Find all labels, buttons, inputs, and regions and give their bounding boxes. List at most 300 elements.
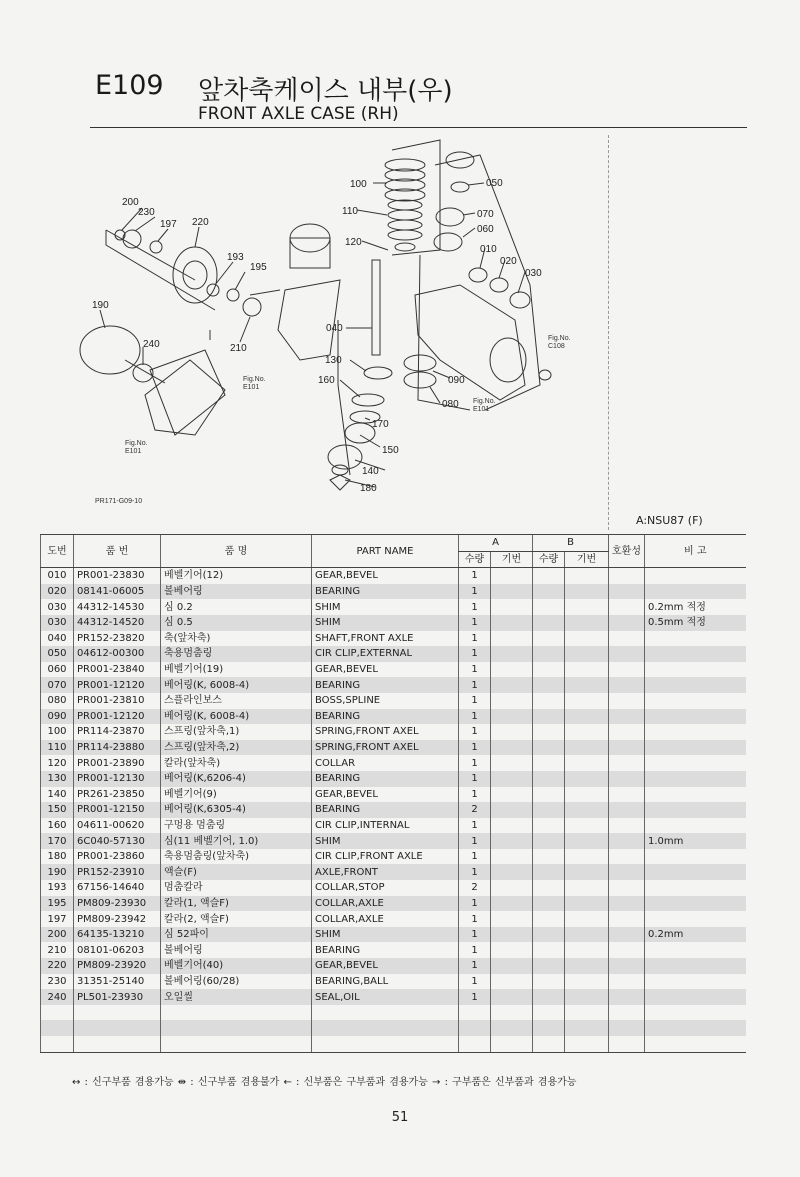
page-title-en: FRONT AXLE CASE (RH) <box>198 104 399 124</box>
cell-name-en: COLLAR,AXLE <box>312 911 459 927</box>
cell-part-no: 04612-00300 <box>74 646 161 662</box>
cell-compat <box>609 709 645 725</box>
col-no: 도번 <box>41 535 74 568</box>
cell-remark <box>645 740 746 756</box>
cell-a-base <box>491 1020 533 1036</box>
cell-name-en: SPRING,FRONT AXEL <box>312 724 459 740</box>
cell-no: 120 <box>41 755 74 771</box>
cell-b-base <box>565 1005 609 1021</box>
cell-compat <box>609 615 645 631</box>
table-row <box>41 568 746 584</box>
cell-remark: 0.2mm <box>645 927 746 943</box>
table-row <box>41 709 746 725</box>
cell-b-base <box>565 677 609 693</box>
cell-b-qty <box>533 771 565 787</box>
cell-b-base <box>565 942 609 958</box>
cell-part-no: 67156-14640 <box>74 880 161 896</box>
cell-name-kr <box>161 1020 312 1036</box>
cell-b-base <box>565 631 609 647</box>
cell-name-en: GEAR,BEVEL <box>312 568 459 584</box>
col-name-en: PART NAME <box>312 535 459 568</box>
cell-b-base <box>565 911 609 927</box>
col-b-base: 기번 <box>565 551 609 568</box>
callout: 040 <box>326 323 343 334</box>
callout: 120 <box>345 237 362 248</box>
cell-no: 040 <box>41 631 74 647</box>
callout: 240 <box>143 339 160 350</box>
table-row <box>41 740 746 756</box>
cell-a-qty: 1 <box>459 787 491 803</box>
cell-remark <box>645 709 746 725</box>
col-a-qty: 수량 <box>459 551 491 568</box>
cell-a-base <box>491 709 533 725</box>
cell-b-qty <box>533 662 565 678</box>
cell-a-base <box>491 599 533 615</box>
callout: 220 <box>192 217 209 228</box>
cell-no: 070 <box>41 677 74 693</box>
cell-name-kr: 구멍용 멈춤링 <box>161 818 312 834</box>
cell-b-base <box>565 958 609 974</box>
cell-compat <box>609 818 645 834</box>
header-divider <box>90 127 747 128</box>
cell-a-base <box>491 802 533 818</box>
cell-b-qty <box>533 584 565 600</box>
cell-compat <box>609 989 645 1005</box>
callout: 160 <box>318 375 335 386</box>
cell-remark <box>645 958 746 974</box>
table-row <box>41 787 746 803</box>
callout: 050 <box>486 178 503 189</box>
callout: 170 <box>372 419 389 430</box>
cell-part-no: PR001-23840 <box>74 662 161 678</box>
cell-name-kr: 스플라인보스 <box>161 693 312 709</box>
cell-remark <box>645 646 746 662</box>
cell-b-base <box>565 693 609 709</box>
cell-part-no <box>74 1005 161 1021</box>
cell-name-kr: 심 52파이 <box>161 927 312 943</box>
cell-no <box>41 1005 74 1021</box>
cell-name-kr <box>161 1036 312 1052</box>
cell-b-base <box>565 1020 609 1036</box>
callout: 130 <box>325 355 342 366</box>
callout: 100 <box>350 179 367 190</box>
cell-a-base <box>491 942 533 958</box>
cell-part-no: PR001-23810 <box>74 693 161 709</box>
cell-remark: 1.0mm <box>645 833 746 849</box>
callout: 110 <box>342 206 358 217</box>
cell-no <box>41 1020 74 1036</box>
parts-table-body <box>41 568 746 1052</box>
cell-b-base <box>565 755 609 771</box>
cell-name-en: BEARING <box>312 677 459 693</box>
cell-name-en: SHAFT,FRONT AXLE <box>312 631 459 647</box>
cell-b-base <box>565 584 609 600</box>
cell-name-kr: 멈춤칼라 <box>161 880 312 896</box>
cell-name-en: SHIM <box>312 927 459 943</box>
cell-compat <box>609 646 645 662</box>
callout: 010 <box>480 244 497 255</box>
callout: 200 <box>122 197 139 208</box>
cell-a-base <box>491 787 533 803</box>
callout: 197 <box>160 219 177 230</box>
cell-a-base <box>491 958 533 974</box>
cell-b-base <box>565 599 609 615</box>
cell-b-qty <box>533 1036 565 1052</box>
callout: 020 <box>500 256 517 267</box>
cell-a-qty: 1 <box>459 833 491 849</box>
cell-b-base <box>565 568 609 584</box>
fig-ref: Fig.No. E101 <box>125 440 148 455</box>
cell-b-qty <box>533 631 565 647</box>
cell-name-en: BEARING <box>312 802 459 818</box>
compat-legend: ↔ : 신구부품 겸용가능 ⇹ : 신구부품 겸용불가 ← : 신부품은 구부품과 겸용가능 → : 구부품은 신부품과 겸용가능 <box>72 1077 577 1088</box>
cell-name-kr: 칼라(1, 액슬F) <box>161 896 312 912</box>
cell-b-qty <box>533 849 565 865</box>
cell-name-kr: 심 0.2 <box>161 599 312 615</box>
cell-part-no: PR001-23890 <box>74 755 161 771</box>
cell-a-qty: 1 <box>459 740 491 756</box>
cell-no: 030 <box>41 599 74 615</box>
cell-b-qty <box>533 802 565 818</box>
table-row <box>41 880 746 896</box>
cell-remark <box>645 802 746 818</box>
cell-no: 080 <box>41 693 74 709</box>
cell-compat <box>609 662 645 678</box>
callout: 180 <box>360 483 377 494</box>
table-row <box>41 771 746 787</box>
cell-b-qty <box>533 1005 565 1021</box>
cell-b-qty <box>533 615 565 631</box>
cell-remark <box>645 818 746 834</box>
cell-name-kr: 축용멈춤링(앞차축) <box>161 849 312 865</box>
cell-b-qty <box>533 880 565 896</box>
table-row <box>41 1020 746 1036</box>
cell-a-qty <box>459 1036 491 1052</box>
cell-a-qty: 1 <box>459 896 491 912</box>
table-row <box>41 615 746 631</box>
cell-b-qty <box>533 646 565 662</box>
cell-compat <box>609 740 645 756</box>
cell-b-base <box>565 802 609 818</box>
figure-code: E109 <box>95 70 164 101</box>
cell-a-base <box>491 974 533 990</box>
cell-part-no <box>74 1020 161 1036</box>
cell-part-no: PR261-23850 <box>74 787 161 803</box>
diagram-divider <box>608 135 610 530</box>
cell-no: 100 <box>41 724 74 740</box>
cell-b-qty <box>533 896 565 912</box>
cell-name-en: BEARING <box>312 709 459 725</box>
col-compat: 호환성 <box>609 535 645 568</box>
cell-a-base <box>491 927 533 943</box>
cell-name-en: BEARING <box>312 584 459 600</box>
cell-name-kr: 베벨기어(12) <box>161 568 312 584</box>
cell-a-qty <box>459 1005 491 1021</box>
cell-b-base <box>565 662 609 678</box>
cell-name-en: GEAR,BEVEL <box>312 787 459 803</box>
cell-name-kr: 액슬(F) <box>161 864 312 880</box>
cell-name-kr: 축(앞차축) <box>161 631 312 647</box>
cell-a-qty: 1 <box>459 568 491 584</box>
cell-compat <box>609 802 645 818</box>
cell-part-no: 6C040-57130 <box>74 833 161 849</box>
cell-a-qty: 1 <box>459 864 491 880</box>
cell-part-no: PR114-23870 <box>74 724 161 740</box>
cell-part-no: 64135-13210 <box>74 927 161 943</box>
cell-remark <box>645 662 746 678</box>
cell-remark <box>645 864 746 880</box>
cell-a-base <box>491 584 533 600</box>
cell-a-base <box>491 864 533 880</box>
cell-b-base <box>565 646 609 662</box>
cell-b-base <box>565 880 609 896</box>
cell-no: 050 <box>41 646 74 662</box>
cell-a-qty: 1 <box>459 693 491 709</box>
table-row <box>41 599 746 615</box>
cell-compat <box>609 599 645 615</box>
cell-a-base <box>491 631 533 647</box>
cell-name-en: GEAR,BEVEL <box>312 958 459 974</box>
cell-b-base <box>565 927 609 943</box>
cell-b-base <box>565 771 609 787</box>
cell-remark <box>645 568 746 584</box>
table-row <box>41 974 746 990</box>
cell-a-qty: 1 <box>459 677 491 693</box>
cell-name-kr: 스프링(앞차축,2) <box>161 740 312 756</box>
cell-a-base <box>491 1036 533 1052</box>
cell-name-kr: 볼베어링(60/28) <box>161 974 312 990</box>
cell-a-base <box>491 568 533 584</box>
cell-b-qty <box>533 958 565 974</box>
cell-part-no: PM809-23942 <box>74 911 161 927</box>
fig-ref: Fig.No. C108 <box>548 335 571 350</box>
table-row <box>41 662 746 678</box>
cell-a-base <box>491 755 533 771</box>
cell-remark <box>645 974 746 990</box>
cell-remark <box>645 942 746 958</box>
cell-name-en <box>312 1020 459 1036</box>
cell-a-qty: 1 <box>459 584 491 600</box>
cell-b-qty <box>533 709 565 725</box>
col-part-no: 품 번 <box>74 535 161 568</box>
cell-name-en: COLLAR,AXLE <box>312 896 459 912</box>
cell-remark <box>645 787 746 803</box>
cell-compat <box>609 771 645 787</box>
cell-name-en: SHIM <box>312 833 459 849</box>
cell-compat <box>609 911 645 927</box>
cell-compat <box>609 677 645 693</box>
parts-table <box>40 534 746 1053</box>
cell-no: 020 <box>41 584 74 600</box>
drawing-code: PR171-G09-10 <box>95 498 143 505</box>
cell-no: 210 <box>41 942 74 958</box>
cell-part-no: PR114-23880 <box>74 740 161 756</box>
fig-ref: Fig.No. E101 <box>473 398 496 413</box>
cell-compat <box>609 849 645 865</box>
cell-part-no: 31351-25140 <box>74 974 161 990</box>
cell-no: 180 <box>41 849 74 865</box>
table-row <box>41 818 746 834</box>
cell-compat <box>609 880 645 896</box>
cell-a-base <box>491 740 533 756</box>
cell-name-kr: 볼베어링 <box>161 942 312 958</box>
cell-name-en: SEAL,OIL <box>312 989 459 1005</box>
cell-remark <box>645 911 746 927</box>
cell-compat <box>609 568 645 584</box>
cell-b-base <box>565 989 609 1005</box>
cell-part-no: PR001-23830 <box>74 568 161 584</box>
cell-b-base <box>565 787 609 803</box>
cell-part-no: PR001-12130 <box>74 771 161 787</box>
cell-name-kr: 베어링(K,6206-4) <box>161 771 312 787</box>
cell-no: 170 <box>41 833 74 849</box>
cell-remark: 0.5mm 적정 <box>645 615 746 631</box>
table-row <box>41 802 746 818</box>
cell-a-qty: 1 <box>459 989 491 1005</box>
table-row <box>41 1036 746 1052</box>
callout: 193 <box>227 252 244 263</box>
cell-compat <box>609 1036 645 1052</box>
cell-a-base <box>491 989 533 1005</box>
cell-remark <box>645 989 746 1005</box>
exploded-diagram <box>40 135 740 535</box>
cell-remark <box>645 693 746 709</box>
cell-no: 030 <box>41 615 74 631</box>
cell-part-no: 44312-14530 <box>74 599 161 615</box>
table-row <box>41 927 746 943</box>
cell-name-en: BEARING,BALL <box>312 974 459 990</box>
cell-a-base <box>491 1005 533 1021</box>
cell-remark <box>645 584 746 600</box>
page-number: 51 <box>391 1110 409 1125</box>
table-row <box>41 896 746 912</box>
cell-no: 230 <box>41 974 74 990</box>
cell-b-qty <box>533 818 565 834</box>
table-row <box>41 1005 746 1021</box>
cell-b-base <box>565 849 609 865</box>
cell-b-base <box>565 864 609 880</box>
col-group-a: A <box>459 535 533 552</box>
cell-name-en: AXLE,FRONT <box>312 864 459 880</box>
cell-b-base <box>565 974 609 990</box>
cell-a-qty: 1 <box>459 818 491 834</box>
cell-name-kr <box>161 1005 312 1021</box>
cell-a-base <box>491 724 533 740</box>
cell-b-qty <box>533 911 565 927</box>
cell-part-no: PL501-23930 <box>74 989 161 1005</box>
cell-remark <box>645 677 746 693</box>
cell-compat <box>609 974 645 990</box>
cell-a-qty: 1 <box>459 646 491 662</box>
cell-b-base <box>565 833 609 849</box>
cell-compat <box>609 693 645 709</box>
cell-a-base <box>491 771 533 787</box>
cell-b-qty <box>533 693 565 709</box>
cell-a-base <box>491 818 533 834</box>
cell-a-base <box>491 849 533 865</box>
cell-b-qty <box>533 942 565 958</box>
cell-name-kr: 스프링(앞차축,1) <box>161 724 312 740</box>
table-row <box>41 989 746 1005</box>
cell-b-qty <box>533 864 565 880</box>
col-name-kr: 품 명 <box>161 535 312 568</box>
cell-a-qty: 1 <box>459 911 491 927</box>
cell-name-en: CIR CLIP,EXTERNAL <box>312 646 459 662</box>
cell-a-base <box>491 662 533 678</box>
callout: 090 <box>448 375 465 386</box>
cell-a-base <box>491 646 533 662</box>
model-label: A:NSU87 (F) <box>636 514 703 527</box>
cell-compat <box>609 864 645 880</box>
cell-remark <box>645 631 746 647</box>
cell-a-base <box>491 880 533 896</box>
table-row <box>41 864 746 880</box>
cell-remark <box>645 1036 746 1052</box>
cell-remark <box>645 849 746 865</box>
table-row <box>41 942 746 958</box>
cell-part-no: PR152-23820 <box>74 631 161 647</box>
cell-a-qty: 1 <box>459 974 491 990</box>
col-group-b: B <box>533 535 609 552</box>
cell-part-no: PM809-23920 <box>74 958 161 974</box>
cell-compat <box>609 724 645 740</box>
cell-no: 200 <box>41 927 74 943</box>
cell-a-base <box>491 693 533 709</box>
cell-b-base <box>565 1036 609 1052</box>
cell-b-qty <box>533 724 565 740</box>
cell-remark <box>645 896 746 912</box>
cell-no: 090 <box>41 709 74 725</box>
cell-name-kr: 오일씰 <box>161 989 312 1005</box>
cell-remark <box>645 1005 746 1021</box>
callout: 210 <box>230 343 247 354</box>
cell-part-no: PM809-23930 <box>74 896 161 912</box>
cell-a-base <box>491 833 533 849</box>
cell-a-base <box>491 896 533 912</box>
cell-compat <box>609 1020 645 1036</box>
cell-b-qty <box>533 927 565 943</box>
cell-a-qty: 1 <box>459 927 491 943</box>
cell-no: 220 <box>41 958 74 974</box>
cell-no: 150 <box>41 802 74 818</box>
callout: 230 <box>138 207 155 218</box>
cell-name-kr: 축용멈춤링 <box>161 646 312 662</box>
cell-compat <box>609 927 645 943</box>
callout: 070 <box>477 209 494 220</box>
cell-part-no: PR152-23910 <box>74 864 161 880</box>
callout: 140 <box>362 466 379 477</box>
cell-name-en: BEARING <box>312 771 459 787</box>
callout: 190 <box>92 300 109 311</box>
cell-b-qty <box>533 974 565 990</box>
table-row <box>41 631 746 647</box>
cell-remark <box>645 880 746 896</box>
cell-name-kr: 베벨기어(19) <box>161 662 312 678</box>
cell-no: 193 <box>41 880 74 896</box>
cell-a-qty: 1 <box>459 849 491 865</box>
table-row <box>41 677 746 693</box>
cell-remark <box>645 771 746 787</box>
cell-a-qty: 2 <box>459 880 491 896</box>
cell-b-base <box>565 709 609 725</box>
cell-name-kr: 베어링(K, 6008-4) <box>161 677 312 693</box>
cell-compat <box>609 896 645 912</box>
cell-remark: 0.2mm 적정 <box>645 599 746 615</box>
fig-ref: Fig.No. E101 <box>243 376 266 391</box>
cell-name-kr: 심(11 베벨기어, 1.0) <box>161 833 312 849</box>
cell-name-en: CIR CLIP,INTERNAL <box>312 818 459 834</box>
cell-compat <box>609 1005 645 1021</box>
